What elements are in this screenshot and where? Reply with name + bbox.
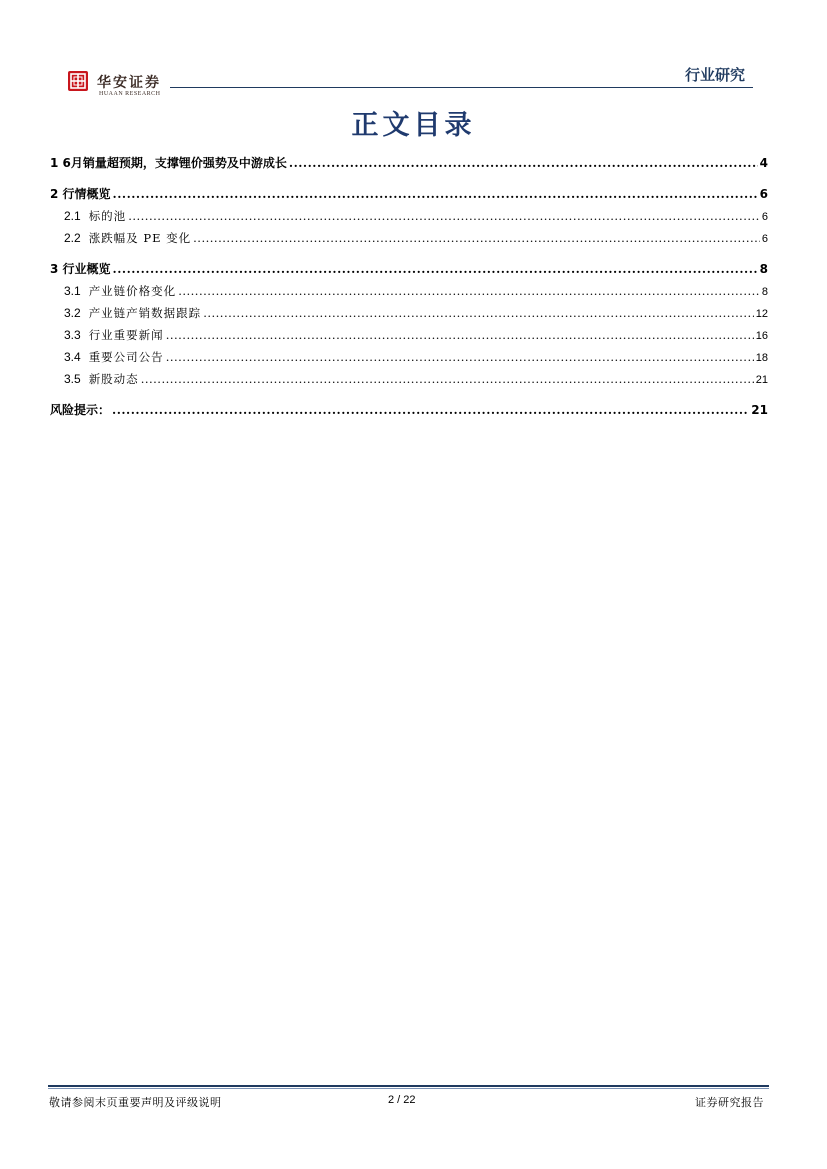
dot-leader — [128, 205, 760, 227]
toc-page-number: 8 — [761, 286, 768, 298]
footer-disclaimer: 敬请参阅末页重要声明及评级说明 — [49, 1096, 222, 1109]
section-label: 行业研究 — [684, 66, 745, 84]
toc-entry[interactable] — [50, 399, 768, 421]
toc-page-number: 4 — [759, 156, 768, 170]
toc-section-label: 行业重要新闻 — [88, 328, 164, 342]
dot-leader — [112, 399, 749, 421]
brand-name: 华安证券 — [97, 75, 161, 91]
toc-section-number: 3.5 — [64, 372, 81, 386]
dot-leader — [141, 368, 754, 390]
header-divider — [170, 87, 753, 88]
toc-page-number: 6 — [759, 187, 768, 201]
toc-page-number: 21 — [751, 403, 768, 417]
toc-section-label: 涨跌幅及 PE 变化 — [88, 231, 192, 245]
toc-section-number: 3.4 — [64, 350, 81, 364]
dot-leader — [203, 302, 754, 324]
toc-subentry[interactable] — [50, 227, 768, 249]
toc-page-number: 6 — [761, 233, 768, 245]
toc-page-number: 18 — [755, 352, 768, 364]
huaan-seal-icon — [68, 71, 88, 91]
toc-subentry[interactable] — [50, 346, 768, 368]
toc-entry[interactable] — [50, 183, 768, 205]
dot-leader — [178, 280, 760, 302]
toc-subentry[interactable] — [50, 324, 768, 346]
toc-entry-title: 3 行业概览 — [50, 262, 111, 276]
toc-subentry[interactable] — [50, 302, 768, 324]
page-header — [0, 0, 827, 100]
toc-subentry[interactable] — [50, 280, 768, 302]
toc-section-number: 3.1 — [64, 284, 81, 298]
dot-leader — [166, 346, 754, 368]
toc-page-number: 12 — [755, 308, 768, 320]
toc-section-label: 产业链价格变化 — [88, 284, 177, 298]
toc-spacer — [50, 390, 768, 399]
dot-leader — [193, 227, 760, 249]
toc-section-number: 2.2 — [64, 231, 81, 245]
toc-page-number: 16 — [755, 330, 768, 342]
toc-section-label: 产业链产销数据跟踪 — [88, 306, 202, 320]
toc-spacer — [50, 249, 768, 258]
toc-entry-title: 风险提示： — [50, 403, 111, 417]
report-type: 证券研究报告 — [695, 1096, 764, 1109]
toc-entry[interactable] — [50, 258, 768, 280]
toc-entry-title: 1 6月销量超预期，支撑锂价强势及中游成长 — [50, 156, 287, 170]
toc-entry-title — [64, 302, 201, 324]
toc-section-label: 标的池 — [88, 209, 127, 223]
toc-entry[interactable] — [50, 152, 768, 174]
brand-subtitle: HUAAN RESEARCH — [99, 91, 161, 97]
toc-section-number: 3.2 — [64, 306, 81, 320]
dot-leader — [113, 258, 758, 280]
toc-entry-title — [64, 368, 139, 390]
dot-leader — [166, 324, 754, 346]
toc-entry-title: 2 行情概览 — [50, 187, 111, 201]
table-of-contents — [50, 152, 768, 421]
dot-leader — [289, 152, 758, 174]
toc-section-number: 3.3 — [64, 328, 81, 342]
toc-spacer — [50, 174, 768, 183]
page-number: 2 / 22 — [388, 1094, 416, 1106]
toc-section-label: 重要公司公告 — [88, 350, 164, 364]
toc-entry-title — [64, 346, 164, 368]
toc-entry-title — [64, 205, 126, 227]
toc-subentry[interactable] — [50, 368, 768, 390]
toc-entry-title — [64, 280, 176, 302]
toc-section-label: 新股动态 — [88, 372, 139, 386]
toc-entry-title — [64, 227, 191, 249]
page-title: 正文目录 — [351, 110, 476, 141]
toc-entry-title — [64, 324, 164, 346]
footer-divider-thin — [48, 1088, 769, 1089]
toc-section-number: 2.1 — [64, 209, 81, 223]
dot-leader — [113, 183, 758, 205]
toc-subentry[interactable] — [50, 205, 768, 227]
toc-page-number: 6 — [761, 211, 768, 223]
toc-page-number: 8 — [759, 262, 768, 276]
toc-page-number: 21 — [755, 374, 768, 386]
footer-divider — [48, 1085, 769, 1087]
